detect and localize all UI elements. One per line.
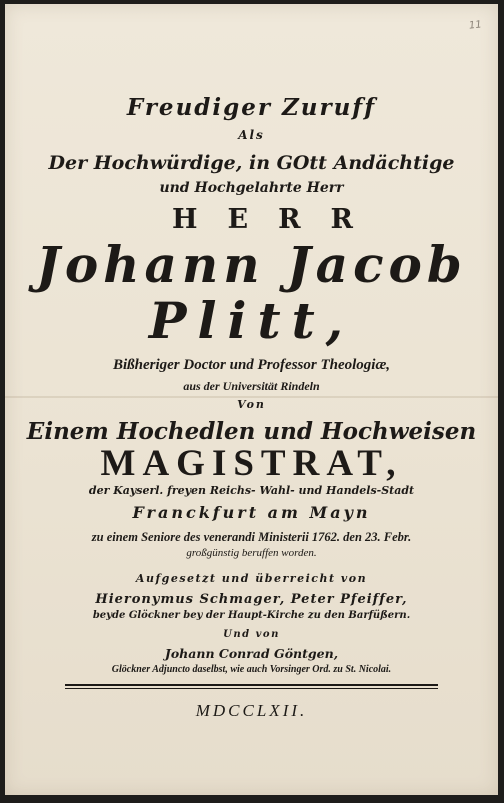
honorific-line-2: und Hochgelahrte Herr	[159, 180, 344, 196]
als-line: Als	[238, 128, 265, 142]
double-rule-bottom	[65, 688, 438, 689]
document-title: Freudiger Zuruff	[126, 94, 377, 121]
year-line: MDCCLXII.	[195, 701, 308, 720]
authors-role: beyde Glöckner bey der Haupt-Kirche zu den Barfüßern.	[92, 610, 411, 621]
name-last: Plitt,	[148, 291, 355, 350]
position-line: Bißheriger Doctor und Professor Theologiæ,	[112, 357, 391, 373]
city-name: Franckfurt am Mayn	[132, 503, 371, 522]
senior-line: zu einem Seniore des venerandi Ministerii 1762. den 23. Febr.	[91, 530, 412, 544]
magistrat-heading: MAGISTRAT,	[100, 443, 403, 484]
authors-line: Hieronymus Schmager, Peter Pfeiffer,	[95, 592, 408, 607]
university-line: aus der Universität Rindeln	[183, 379, 320, 393]
document-page	[5, 4, 498, 795]
von-line: Von	[237, 398, 266, 411]
author3-line: Johann Conrad Göntgen,	[164, 646, 339, 661]
honorific-line: Der Hochwürdige, in GOtt Andächtige	[48, 152, 455, 174]
und-von-line: Und von	[223, 629, 280, 640]
herr-heading: HERR	[172, 204, 383, 235]
author3-role: Glöckner Adjuncto daselbst, wie auch Vorsinger Ord. zu St. Nicolai.	[111, 664, 392, 675]
city-description: der Kayserl. freyen Reichs- Wahl- und Handels-Stadt	[88, 484, 415, 497]
presented-line: Aufgesetzt und überreicht von	[135, 572, 368, 585]
double-rule-top	[65, 684, 438, 686]
body-line: Einem Hochedlen und Hochweisen	[26, 418, 477, 445]
name-first: Johann Jacob	[36, 235, 467, 294]
called-line: großgünstig beruffen worden.	[186, 547, 317, 559]
pencil-annotation: 11	[468, 19, 483, 32]
